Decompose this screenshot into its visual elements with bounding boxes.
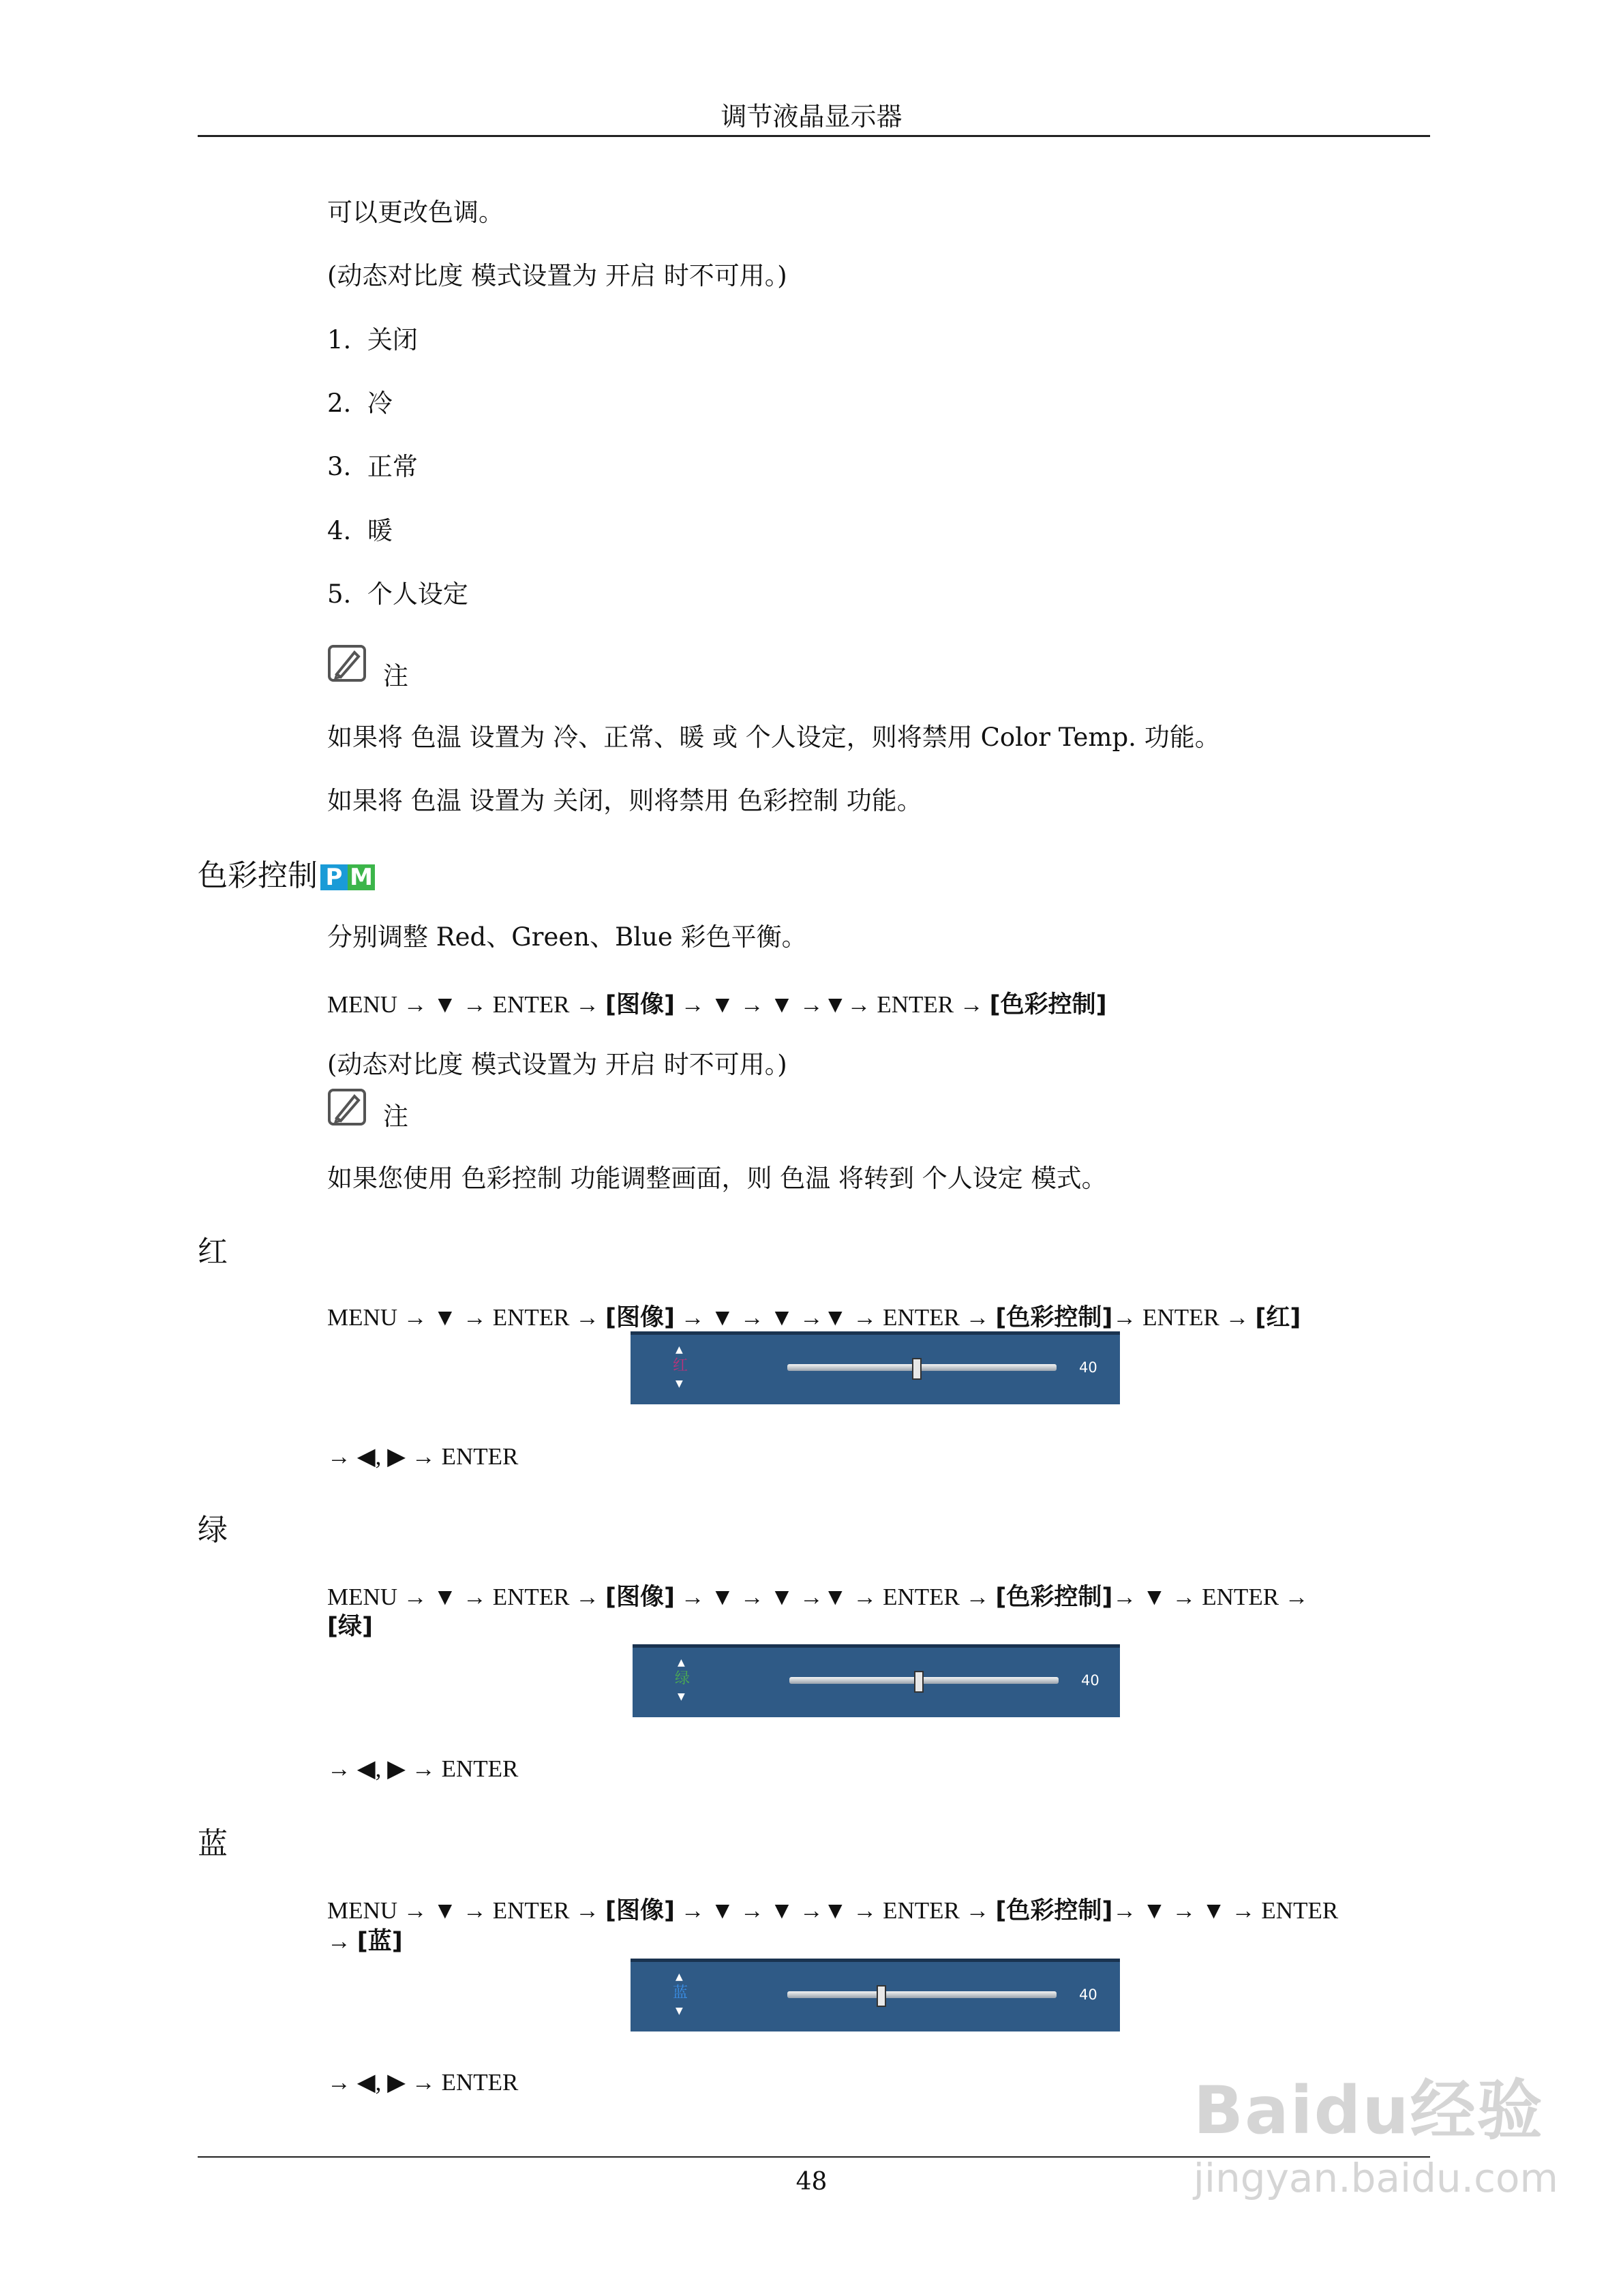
nav-path-continued	[327, 1922, 403, 1957]
osd-panel-blue	[631, 1959, 1120, 2031]
nav-step: → ▼ → ENTER →	[1112, 1584, 1309, 1610]
osd-label: 蓝	[673, 1984, 688, 2002]
osd-value: 40	[1079, 1359, 1097, 1376]
section-heading-color-control	[198, 851, 375, 894]
adjust-instruction: → ◀, ▶ → ENTER	[327, 2069, 519, 2096]
nav-step: MENU → ▼ → ENTER →	[327, 1304, 605, 1331]
nav-menu-color-control: [色彩控制]	[989, 991, 1107, 1018]
option-item	[327, 389, 393, 419]
option-label: 个人设定	[367, 579, 468, 609]
nav-step: → ▼ → ▼ →▼ → ENTER →	[674, 1897, 996, 1924]
nav-menu-color-control: [色彩控制]	[995, 1584, 1113, 1611]
nav-step: MENU → ▼ → ENTER →	[327, 1584, 605, 1610]
section-heading-blue: 蓝	[198, 1826, 228, 1861]
slider-track[interactable]	[787, 1991, 1057, 1998]
watermark-url: jingyan.baidu.com	[1193, 2155, 1558, 2201]
nav-menu-color-control: [色彩控制]	[995, 1304, 1113, 1331]
note-icon	[327, 1088, 367, 1126]
nav-step: → ▼ → ▼ →▼ → ENTER →	[674, 1304, 996, 1331]
nav-step: MENU → ▼ → ENTER →	[327, 1897, 605, 1924]
nav-path	[327, 1892, 1338, 1926]
nav-menu-image: [图像]	[605, 1304, 675, 1331]
nav-step: → ▼ → ▼ →▼→ ENTER →	[674, 991, 990, 1018]
nav-menu-blue: [蓝]	[357, 1928, 403, 1955]
option-item	[327, 452, 418, 482]
nav-step: MENU → ▼ → ENTER →	[327, 991, 605, 1018]
note-text: 如果将 色温 设置为 关闭，则将禁用 色彩控制 功能。	[327, 786, 922, 815]
option-number: 5.	[327, 579, 352, 609]
slider-track[interactable]	[789, 1677, 1059, 1684]
note-icon	[327, 644, 367, 682]
osd-value: 40	[1081, 1672, 1099, 1689]
option-label: 冷	[367, 389, 393, 418]
arrow-up-icon: ▲	[676, 1344, 683, 1355]
section-heading-red: 红	[198, 1235, 228, 1269]
option-number: 1.	[327, 325, 352, 354]
option-item	[327, 579, 468, 609]
osd-label: 绿	[675, 1670, 691, 1687]
option-item	[327, 516, 393, 546]
arrow-up-icon: ▲	[678, 1657, 685, 1668]
option-label: 正常	[367, 452, 418, 481]
section-heading-green: 绿	[198, 1513, 228, 1547]
baidu-watermark	[1194, 2059, 1558, 2201]
nav-menu-image: [图像]	[605, 991, 675, 1018]
nav-path	[327, 986, 1107, 1020]
adjust-instruction: → ◀, ▶ → ENTER	[327, 1755, 519, 1782]
arrow-down-icon: ▼	[678, 1691, 685, 1702]
color-tone-restriction: (动态对比度 模式设置为 开启 时不可用。)	[327, 261, 787, 290]
arrow-down-icon: ▼	[676, 1378, 683, 1389]
osd-panel-green	[633, 1644, 1120, 1717]
watermark-logo-text: Baidu经验	[1193, 2072, 1544, 2149]
nav-menu-red: [红]	[1255, 1304, 1301, 1331]
nav-path	[327, 1578, 1309, 1612]
slider-thumb[interactable]	[912, 1358, 922, 1380]
color-tone-description: 可以更改色调。	[327, 198, 504, 227]
option-label: 暖	[367, 516, 393, 545]
page-header-title: 调节液晶显示器	[721, 102, 902, 132]
osd-panel-red	[631, 1331, 1120, 1404]
color-control-description: 分别调整 Red、Green、Blue 彩色平衡。	[327, 922, 807, 952]
section-heading-text: 色彩控制	[198, 858, 318, 893]
header-rule	[198, 135, 1430, 137]
option-number: 4.	[327, 516, 352, 545]
option-number: 2.	[327, 389, 352, 418]
nav-path	[327, 1299, 1301, 1333]
nav-step: → ▼ → ▼ →▼ → ENTER →	[674, 1584, 996, 1610]
slider-thumb[interactable]	[877, 1985, 886, 2007]
nav-path-continued	[327, 1607, 373, 1642]
adjust-instruction: → ◀, ▶ → ENTER	[327, 1443, 519, 1470]
option-item	[327, 325, 418, 355]
slider-track[interactable]	[787, 1364, 1057, 1371]
nav-menu-color-control: [色彩控制]	[995, 1897, 1113, 1924]
note-text: 如果将 色温 设置为 冷、正常、暖 或 个人设定，则将禁用 Color Temp. 功能。	[327, 723, 1220, 752]
slider-thumb[interactable]	[914, 1671, 924, 1693]
option-number: 3.	[327, 452, 352, 481]
badge-p: P	[320, 864, 348, 890]
arrow-up-icon: ▲	[676, 1972, 683, 1982]
nav-menu-green: [绿]	[327, 1613, 373, 1640]
osd-label: 红	[673, 1357, 688, 1374]
osd-value: 40	[1079, 1987, 1097, 2003]
nav-step: → ENTER →	[1112, 1304, 1256, 1331]
page-number: 48	[795, 2168, 828, 2196]
color-control-restriction: (动态对比度 模式设置为 开启 时不可用。)	[327, 1050, 787, 1079]
option-label: 关闭	[367, 325, 418, 354]
arrow-down-icon: ▼	[676, 2006, 683, 2016]
badge-m: M	[348, 864, 375, 890]
nav-menu-image: [图像]	[605, 1584, 675, 1611]
pm-badge	[320, 864, 375, 890]
note-label: 注	[383, 661, 408, 691]
nav-step: → ▼ → ▼ → ENTER	[1112, 1897, 1339, 1924]
note-text: 如果您使用 色彩控制 功能调整画面，则 色温 将转到 个人设定 模式。	[327, 1164, 1107, 1193]
nav-step: →	[327, 1928, 357, 1954]
note-label: 注	[383, 1102, 408, 1131]
nav-menu-image: [图像]	[605, 1897, 675, 1924]
